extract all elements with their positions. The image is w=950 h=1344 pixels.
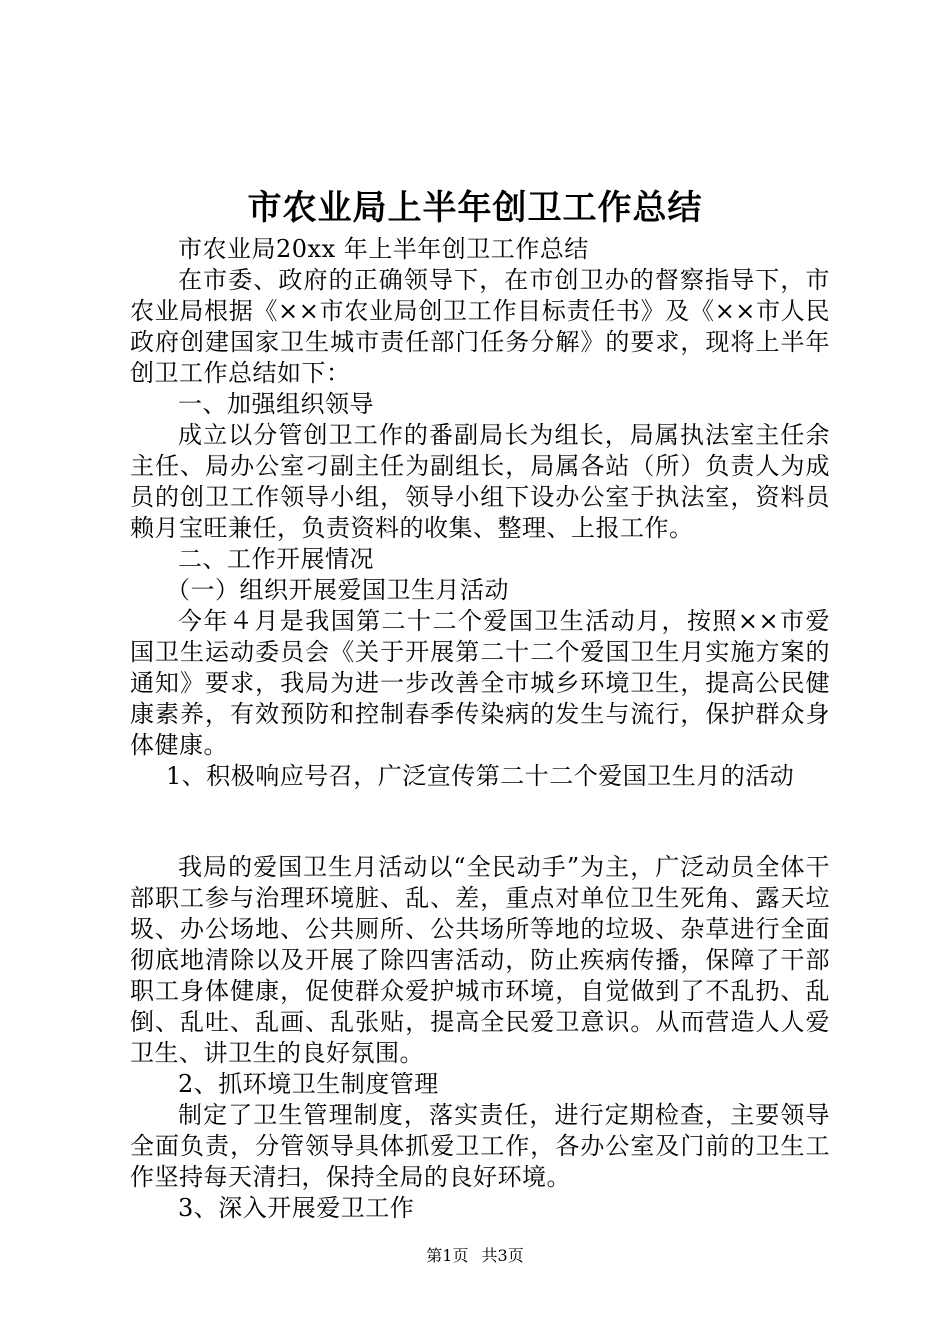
item-heading-1: 1、积极响应号召，广泛宣传第二十二个爱国卫生月的活动 bbox=[166, 762, 795, 790]
paragraph-management: 制定了卫生管理制度，落实责任，进行定期检查，主要领导全面负责，分管领导具体抓爱卫工作，各办公室及门前的卫生工作坚持每天清扫，保持全局的良好环境。 bbox=[130, 1101, 830, 1191]
blank-spacing bbox=[130, 792, 830, 852]
section-heading-1: 一、加强组织领导 bbox=[178, 390, 374, 418]
item-heading-3: 3、深入开展爱卫工作 bbox=[178, 1194, 415, 1222]
page-footer bbox=[0, 1244, 950, 1268]
subsection-heading-1: （一）组织开展爱国卫生月活动 bbox=[166, 576, 509, 604]
item-heading-2: 2、抓环境卫生制度管理 bbox=[178, 1070, 439, 1098]
page-total: 共3页 bbox=[481, 1246, 524, 1265]
paragraph-organization: 成立以分管创卫工作的番副局长为组长，局属执法室主任余主任、局办公室刁副主任为副组长，局属各站（所）负责人为成员的创卫工作领导小组，领导小组下设办公室于执法室，资料员赖月宝旺兼任，负责资料的收集、整理、上报工作。 bbox=[130, 421, 830, 542]
section-heading-2: 二、工作开展情况 bbox=[178, 545, 374, 573]
paragraph-health-month: 今年４月是我国第二十二个爱国卫生活动月，按照××市爱国卫生运动委员会《关于开展第二十二个爱国卫生月实施方案的通知》要求，我局为进一步改善全市城乡环境卫生，提高公民健康素养，有效预防和控制春季传染病的发生与流行，保护群众身体健康。 bbox=[130, 607, 830, 759]
document-body bbox=[130, 234, 830, 1224]
page-number: 第1页 bbox=[426, 1246, 469, 1265]
document-title: 市农业局上半年创卫工作总结 bbox=[247, 188, 703, 228]
paragraph-heading-subtitle: 市农业局20xx 年上半年创卫工作总结 bbox=[178, 235, 589, 263]
paragraph-activities: 我局的爱国卫生月活动以“全民动手”为主，广泛动员全体干部职工参与治理环境脏、乱、差，重点对单位卫生死角、露天垃圾、办公场地、公共厕所、公共场所等地的垃圾、杂草进行全面彻底地清除以及开展了除四害活动，防止疾病传播，保障了干部职工身体健康，促使群众爱护城市环境，自觉做到了不乱扔、乱倒、乱吐、乱画、乱张贴，提高全民爱卫意识。从而营造人人爱卫生、讲卫生的良好氛围。 bbox=[130, 853, 830, 1067]
paragraph-intro: 在市委、政府的正确领导下，在市创卫办的督察指导下，市农业局根据《××市农业局创卫工作目标责任书》及《××市人民政府创建国家卫生城市责任部门任务分解》的要求，现将上半年创卫工作总结如下： bbox=[130, 266, 830, 387]
